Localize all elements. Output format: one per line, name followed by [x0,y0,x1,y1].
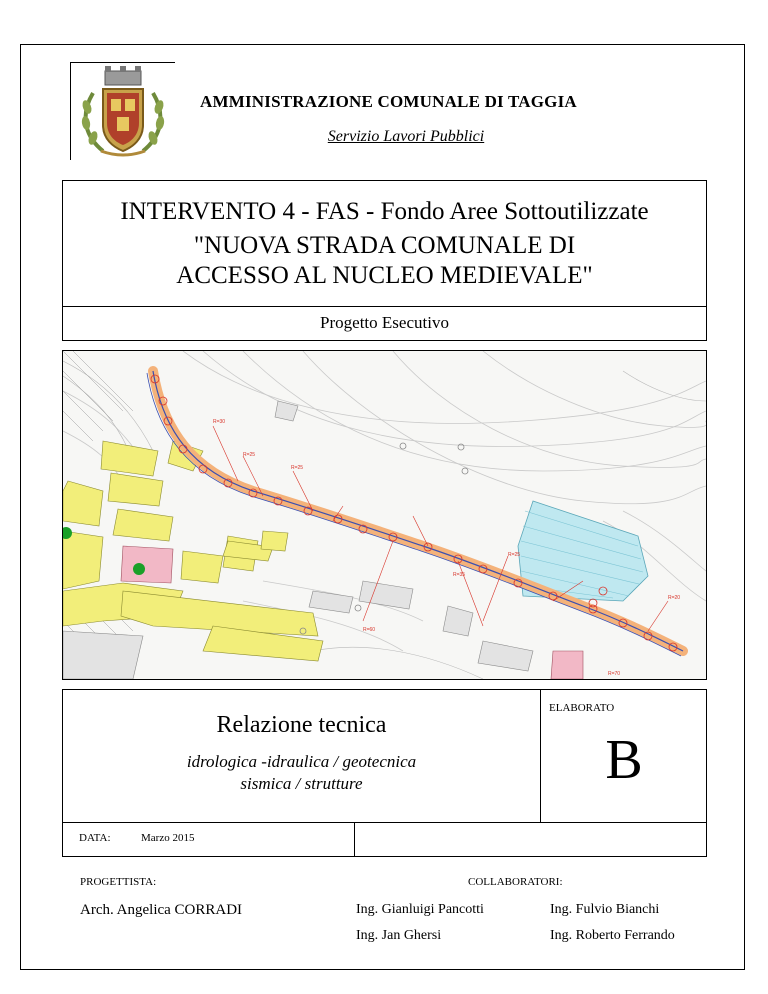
collaborator-name: Ing. Roberto Ferrando [550,928,675,943]
project-phase: Progetto Esecutivo [62,307,707,341]
document-subtitle-2: sismica / strutture [240,774,363,793]
document-subtitle-1: idrologica -idraulica / geotecnica [186,752,417,771]
svg-text:R=35: R=35 [453,572,466,578]
svg-text:R=25: R=25 [243,452,256,458]
svg-text:R=20: R=20 [668,595,681,601]
collaborators-label: COLLABORATORI: [468,876,563,888]
project-title-line3: ACCESSO AL NUCLEO MEDIEVALE" [176,262,593,289]
svg-text:R=25: R=25 [291,465,304,471]
project-title-line2: "NUOVA STRADA COMUNALE DI [193,232,576,259]
date-label: DATA: [79,832,111,844]
administration-name: AMMINISTRAZIONE COMUNALE DI TAGGIA [200,92,577,111]
collaborator-name: Ing. Fulvio Bianchi [550,902,660,917]
project-title-box [62,180,707,307]
collaborator-name: Ing. Jan Ghersi [356,928,442,943]
site-plan-drawing [63,351,706,679]
date-box [62,823,707,857]
svg-text:R=25: R=25 [508,552,521,558]
project-title-line1: INTERVENTO 4 - FAS - Fondo Aree Sottoutilizzate [120,198,649,225]
elaborato-code: B [605,729,643,791]
svg-text:R=60: R=60 [363,627,376,633]
service-name: Servizio Lavori Pubblici [327,128,485,145]
divider [354,823,355,856]
date-value: Marzo 2015 [141,832,195,844]
svg-text:R=70: R=70 [608,671,621,677]
elaborato-label: ELABORATO [549,702,615,714]
document-title: Relazione tecnica [216,712,387,738]
designer-name: Arch. Angelica CORRADI [80,902,243,918]
collaborator-name: Ing. Gianluigi Pancotti [356,902,484,917]
designer-label: PROGETTISTA: [80,876,157,888]
site-plan-map [62,350,707,680]
document-type-box [62,689,707,823]
svg-text:R=30: R=30 [213,419,226,425]
